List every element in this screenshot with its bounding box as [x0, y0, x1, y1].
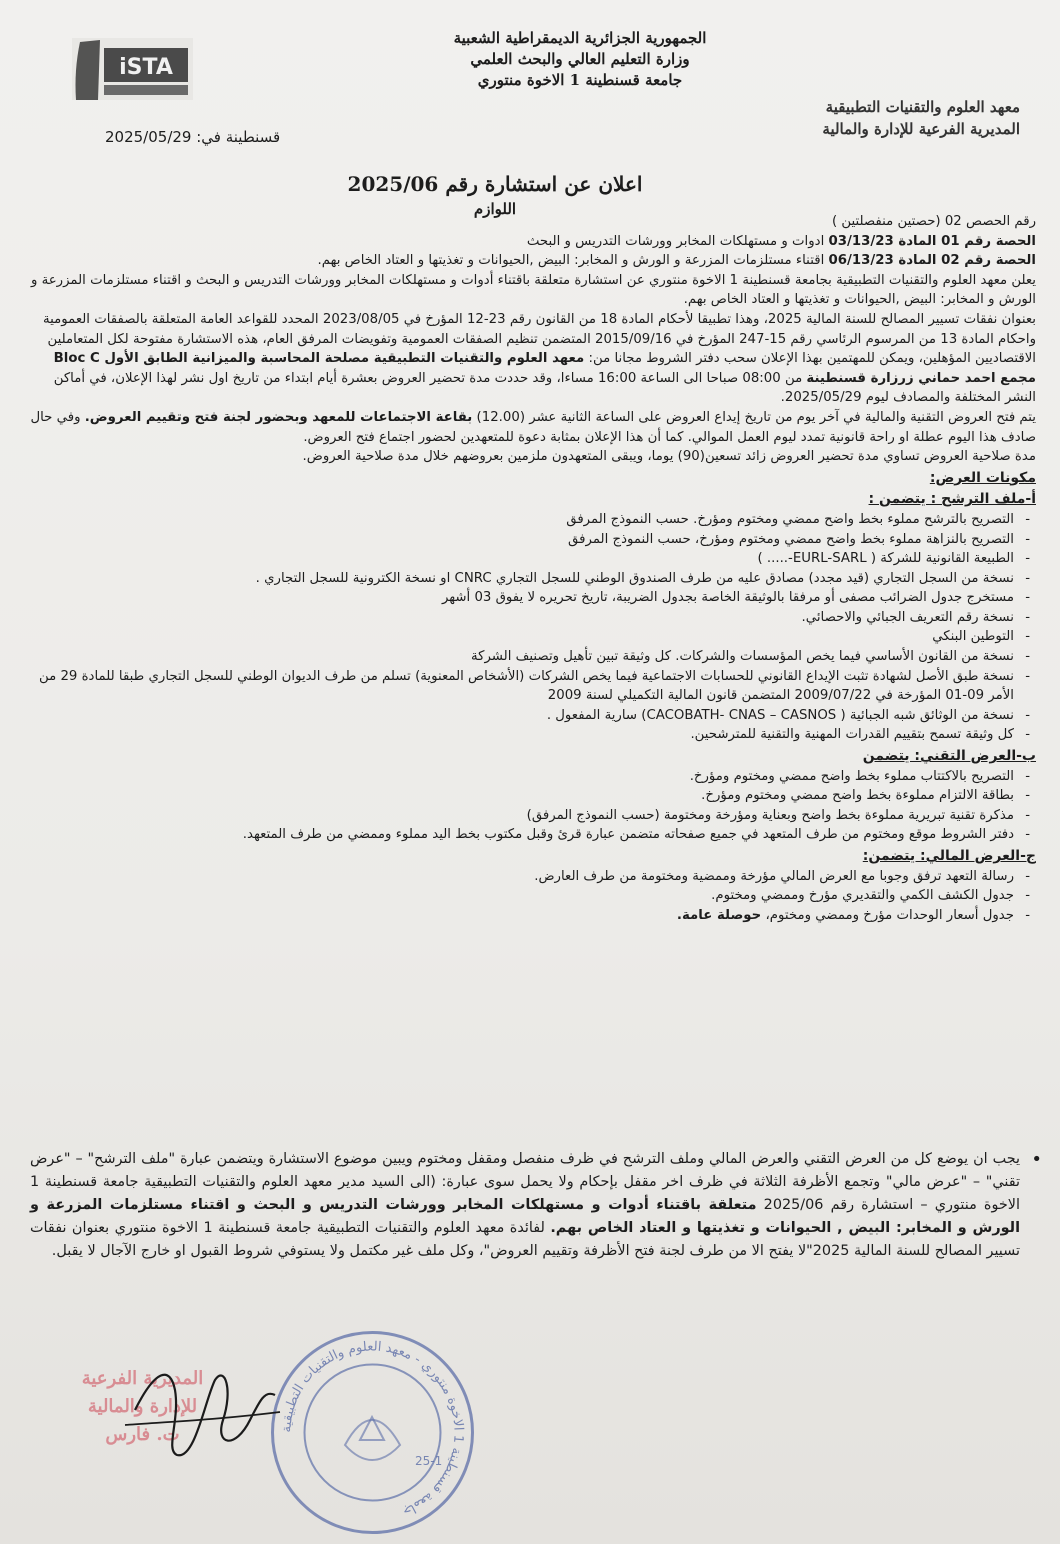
envelope-subject: متعلقة باقتناء أدوات و مستهلكات المخابر وورشات التدريس و البحث و اقتناء مستلزمات المزرعة و الورش و المخابر: البيض , الحيوانات و تغذيتها و العتاد الخاص بهم. — [30, 1197, 1021, 1236]
list-item: - الطبيعة القانونية للشركة ( EURL-SARL-..... ) — [30, 549, 1014, 569]
red-stamp-line: للإدارة والمالية — [87, 1396, 198, 1417]
round-stamp — [265, 1325, 480, 1540]
lot-1 — [30, 232, 1036, 252]
list-item: - مستخرج جدول الضرائب مصفى أو مرفقا بالوثيقة الخاصة بجدول الضريبة، تاريخ تحريره لا يفوق 03 أشهر — [30, 588, 1014, 608]
republic-name: الجمهورية الجزائرية الديمقراطية الشعبية — [453, 29, 707, 47]
list-item: - بطاقة الالتزام مملوءة بخط واضح ممضي ومختوم ومؤرخ. — [30, 786, 1014, 806]
list-item: - مذكرة تقنية تبريرية مملوءة بخط واضح وبعناية ومؤرخة ومختومة (حسب النموذج المرفق) — [30, 806, 1014, 826]
ministry-name: وزارة التعليم العالي والبحث العلمي — [470, 50, 690, 68]
list-item: - نسخة طبق الأصل لشهادة تثبت الإيداع القانوني للحسابات الاجتماعية فيما يخص الشركات (الأشخاص المعنوية) تسلم من طرف الديوان الوطني للسجل التجاري طبقا للمادة 29 من الأمر 09-01 المؤرخة في 2009/07/22 المتضمن قانون المالية التكميلي لسنة 2009 — [30, 667, 1014, 706]
financial-offer-list — [30, 867, 1036, 926]
list-item: - التصريح بالنزاهة مملوء بخط واضح ممضي ومختوم ومؤرخ، حسب النموذج المرفق — [30, 530, 1014, 550]
lot-1-label: الحصة رقم 01 المادة 03/13/23 — [828, 233, 1036, 249]
intro-paragraph-1: يعلن معهد العلوم والتقنيات التطبيقية بجامعة قسنطينة 1 الاخوة منتوري عن استشارة متعلقة باقتناء أدوات و مستهلكات المخابر وورشات التدريس و البحث و اقتناء مستلزمات المزرعة و الورش و المخابر: البيض ,الحيوانات و تغذيتها و العتاد الخاص بهم. — [30, 272, 1036, 308]
signature — [115, 1350, 285, 1470]
lot-2 — [30, 251, 1036, 271]
intro-p2-text: بعنوان نفقات تسيير المصالح للسنة المالية 2025، وهذا تطبيقا لأحكام المادة 18 من القانون رقم 23-12 المؤرخ في 2023/08/05 المحدد للقواعد العامة المتعلقة بالصفقات العمومية واحكام المادة 13 من المرسوم الرئاسي رقم 15-247 المؤرخ في 2015/09/16 المتضمن تنظيم الصفقات العمومية وتفويضات المرفق العام، هذه الاستشارة مفتوحة لكل المتعاملين الاقتصاديين المؤهلين، ويمكن للمهتمين بهذا الإعلان سحب دفتر الشروط مجانا من: — [43, 311, 1036, 367]
header-center — [430, 28, 730, 91]
university-name: جامعة قسنطينة 1 الاخوة منتوري — [477, 71, 683, 89]
lot-2-label: الحصة رقم 02 المادة 06/13/23 — [828, 253, 1036, 269]
intro-p2-end: من 08:00 صباحا الى الساعة 16:00 مساءا، وقد حددت مدة تحضير العروض بعشرة أيام ابتداء من تاريخ اول نشر لهذا الإعلان، في أماكن النشر المختلفة والمصادف ليوم 2025/05/29. — [53, 370, 1036, 406]
envelope-instructions — [30, 1148, 1042, 1263]
list-item: - جدول الكشف الكمي والتقديري مؤرخ وممضي ومختوم. — [30, 886, 1014, 906]
technical-offer-list — [30, 767, 1036, 845]
intro-p2-address: معهد العلوم والتقنيات التطبيقية مصلحة المحاسبة والميزانية الطابق الأول Bloc C مجمع احمد حماني زرزارة قسنطينة — [53, 351, 1036, 386]
list-item: - التصريح بالاكتتاب مملوء بخط واضح ممضي ومختوم ومؤرخ. — [30, 767, 1014, 787]
bullet-icon: • — [1031, 1149, 1042, 1170]
red-stamp-line: المديرية الفرعية — [81, 1368, 204, 1389]
envelope-text-1: يجب ان يوضع كل من العرض التقني والعرض المالي وملف الترشح في ظرف منفصل ومقفل ومختوم ويبين موضوع الاستشارة ويتضمن عبارة "ملف الترشح" – "عرض تقني" – "عرض مالي" وتجمع الأظرفة الثلاثة في ظرف اخر مقفل بإحكام ولا يحمل سوى عبارة: (الى السيد مدير معهد العلوم والتقنيات التطبيقية جامعة قسنطينة 1 الاخوة منتوري – استشارة رقم 2025/06 — [30, 1151, 1021, 1213]
lot-1-text: ادوات و مستهلكات المخابر وورشات التدريس و البحث — [526, 233, 829, 249]
directorate-name: المديرية الفرعية للإدارة والمالية — [822, 120, 1020, 138]
header-right — [720, 96, 1020, 140]
title-subtitle: اللوازم — [473, 200, 517, 218]
envelope-text-2: لفائدة معهد العلوم والتقنيات التطبيقية جامعة قسنطينة 1 الاخوة منتوري بعنوان نفقات تسيير المصالح للسنة المالية 2025"لا يفتح الا من طرف لجنة فتح الأظرفة وتقييم العروض"، وكل ملف غير مكتمل ولا يستوفي شروط القبول او خارج الآجال لا يقبل. — [30, 1220, 1020, 1259]
red-stamp-line: ت. فارس — [105, 1424, 180, 1445]
components-heading: مكونات العرض: — [929, 469, 1036, 486]
lot-2-text: اقتناء مستلزمات المزرعة و الورش و المخابر: البيض ,الحيوانات و تغذيتها و العتاد الخاص بهم. — [317, 253, 829, 269]
list-item: - رسالة التعهد ترفق وجوبا مع العرض المالي مؤرخة وممضية ومختومة من طرف العارض. — [30, 867, 1014, 887]
list-item: - نسخة من السجل التجاري (قيد مجدد) مصادق عليه من طرف الصندوق الوطني للسجل التجاري CNRC او نسخة الكترونية للسجل التجاري . — [30, 569, 1014, 589]
intro-paragraph-4: مدة صلاحية العروض تساوي مدة تحضير العروض زائد تسعين(90) يوما، ويبقى المتعهدون ملزمين بعروضهم خلال مدة صلاحية العروض. — [302, 449, 1036, 465]
list-item-text: جدول أسعار الوحدات مؤرخ وممضي ومختوم، — [761, 907, 1014, 923]
intro-paragraph-3 — [30, 408, 1036, 447]
intro-p3-end: وفي حال صادف هذا اليوم عطلة او راحة قانونية تمدد ليوم العمل الموالي. كما أن هذا الإعلان بمثابة دعوة للمتعهدين لحضور اجتماع فتح العروض. — [30, 409, 1036, 445]
round-stamp-text: جامعة قسنطينة 1 الاخوة منتوري - معهد العلوم والتقنيات التطبيقية — [279, 1339, 466, 1520]
list-item: - كل وثيقة تسمح بتقييم القدرات المهنية والتقنية للمترشحين. — [30, 725, 1014, 745]
lots-count: رقم الحصص 02 (حصتين منفصلتين ) — [831, 214, 1036, 229]
intro-paragraph-2 — [30, 310, 1036, 408]
institute-name: معهد العلوم والتقنيات التطبيقية — [825, 98, 1020, 116]
document-date: قسنطينة في: 2025/05/29 — [105, 128, 281, 146]
technical-offer-heading: ب-العرض التقني: يتضمن — [862, 748, 1036, 765]
logo-text: iSTA — [119, 55, 173, 80]
list-item: - نسخة رقم التعريف الجبائي والاحصائي. — [30, 608, 1014, 628]
document-body — [30, 212, 1036, 925]
candidacy-list — [30, 510, 1036, 745]
list-item: - نسخة من الوثائق شبه الجبائية ( CACOBATH- CNAS – CASNOS) سارية المفعول . — [30, 706, 1014, 726]
list-item: - دفتر الشروط موقع ومختوم من طرف المتعهد في جميع صفحاته متضمن عبارة قرئ وقبل مكتوب بخط اليد مملوء وممضي من طرف المتعهد. — [30, 825, 1014, 845]
list-item: - التوطين البنكي — [30, 627, 1014, 647]
list-item: - التصريح بالترشح مملوء بخط واضح ممضي ومختوم ومؤرخ. حسب النموذج المرفق — [30, 510, 1014, 530]
title-main: اعلان عن استشارة رقم 2025/06 — [347, 172, 643, 196]
list-item: - نسخة من القانون الأساسي فيما يخص المؤسسات والشركات. كل وثيقة تبين تأهيل وتصنيف الشركة — [30, 647, 1014, 667]
financial-offer-heading: ج-العرض المالي: يتضمن: — [862, 848, 1036, 864]
list-item — [30, 906, 1014, 926]
intro-p3-bold: بقاعة الاجتماعات للمعهد وبحضور لجنة فتح وتقييم العروض. — [84, 409, 473, 425]
round-stamp-code: 25-1 — [415, 1454, 443, 1468]
intro-p3-text: يتم فتح العروض التقنية والمالية في آخر يوم من تاريخ إيداع العروض على الساعة الثانية عشر (12.00) — [472, 409, 1036, 425]
candidacy-heading: أ-ملف الترشح : يتضمن : — [868, 491, 1036, 508]
ista-logo — [70, 30, 195, 108]
list-item-bold: حوصلة عامة. — [676, 907, 762, 923]
